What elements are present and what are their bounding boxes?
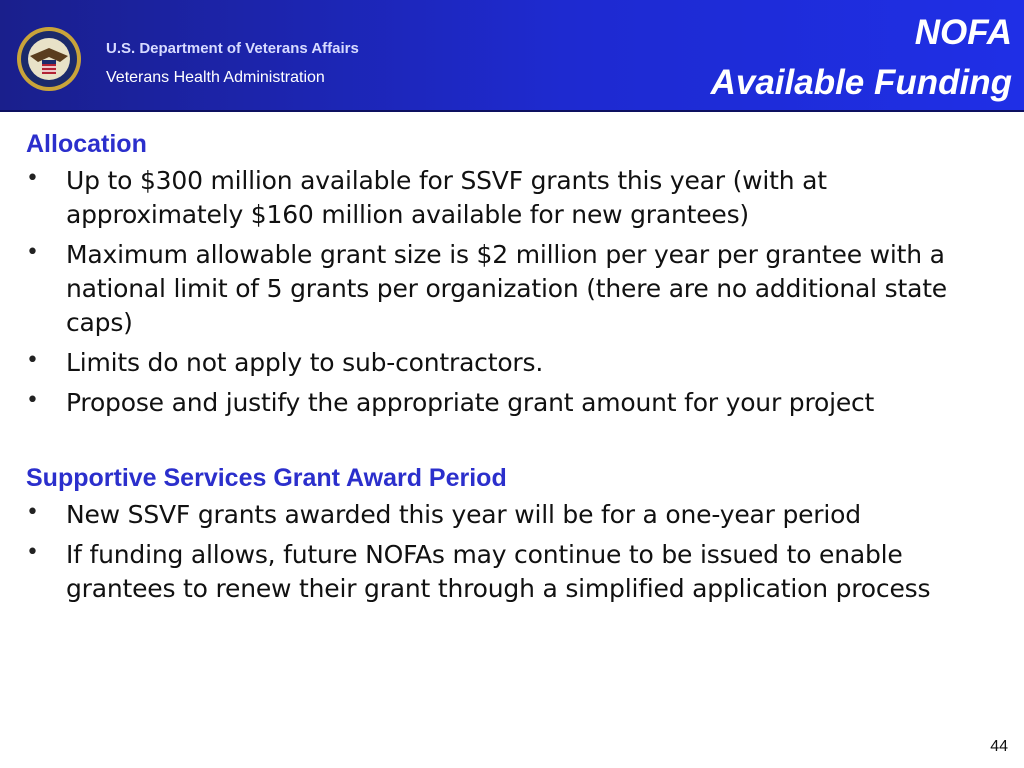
slide-body: [26, 128, 1006, 612]
slide-header: [0, 0, 1024, 112]
page-number: 44: [990, 738, 1008, 755]
bullet-icon: •: [26, 240, 39, 265]
bullet-item: [26, 238, 1006, 340]
bullet-item: [26, 498, 1006, 532]
bullet-icon: •: [26, 500, 39, 525]
bullet-text: Maximum allowable grant size is $2 million per year per grantee with a national limit of 5 grants per organization (there are no additional state caps): [66, 240, 947, 337]
bullet-item: [26, 346, 1006, 380]
section-spacer: [26, 426, 1006, 462]
bullet-item: [26, 386, 1006, 420]
allocation-bullet-list: [26, 164, 1006, 420]
va-seal-icon: [16, 26, 82, 92]
section-heading-award-period: Supportive Services Grant Award Period: [26, 464, 507, 492]
bullet-text: Up to $300 million available for SSVF grants this year (with at approximately $160 million available for new grantees): [66, 166, 827, 229]
slide-title-line2: Available Funding: [710, 63, 1012, 102]
section-heading-allocation: Allocation: [26, 130, 147, 158]
bullet-item: [26, 538, 1006, 606]
sub-org-name: Veterans Health Administration: [106, 69, 325, 86]
org-name: U.S. Department of Veterans Affairs: [106, 40, 359, 57]
slide-title-line1: NOFA: [914, 13, 1012, 52]
bullet-text: New SSVF grants awarded this year will be for a one-year period: [66, 500, 861, 529]
bullet-icon: •: [26, 540, 39, 565]
bullet-text: If funding allows, future NOFAs may continue to be issued to enable grantees to renew their grant through a simplified application process: [66, 540, 931, 603]
bullet-icon: •: [26, 388, 39, 413]
bullet-item: [26, 164, 1006, 232]
bullet-icon: •: [26, 348, 39, 373]
bullet-icon: •: [26, 166, 39, 191]
award-period-bullet-list: [26, 498, 1006, 606]
bullet-text: Propose and justify the appropriate grant amount for your project: [66, 388, 875, 417]
bullet-text: Limits do not apply to sub-contractors.: [66, 348, 544, 377]
